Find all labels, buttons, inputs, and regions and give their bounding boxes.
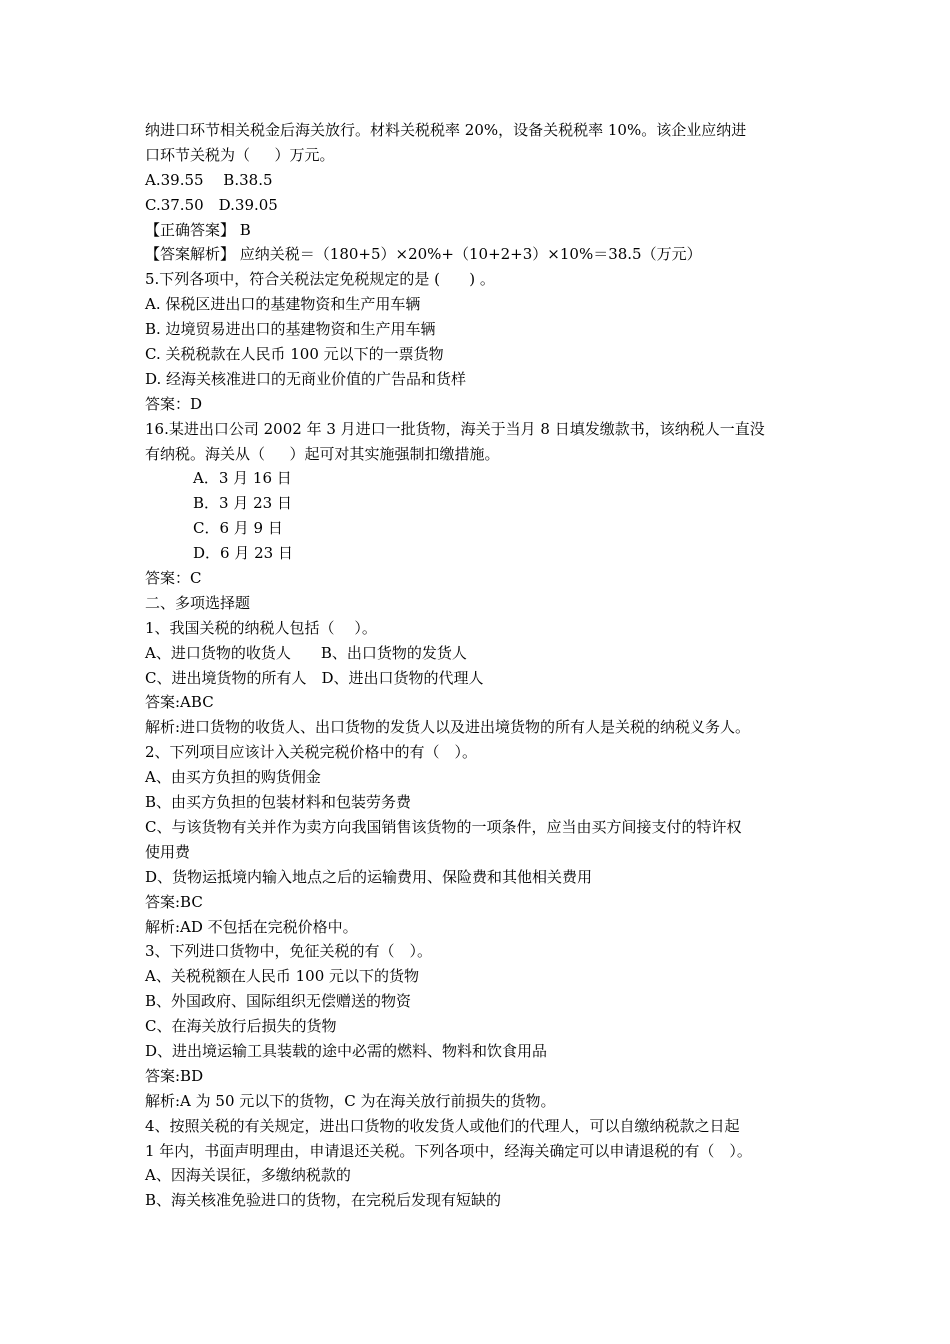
text-line: 2、下列项目应该计入关税完税价格中的有（ ）。 (145, 743, 478, 762)
text-line: A、因海关误征，多缴纳税款的 (145, 1166, 351, 1185)
text-line: B、海关核准免验进口的货物，在完税后发现有短缺的 (145, 1191, 502, 1210)
text-line: B、外国政府、国际组织无偿赠送的物资 (145, 992, 412, 1011)
text-line: 答案：D (145, 394, 203, 413)
text-line: C、与该货物有关并作为卖方向我国销售该货物的一项条件，应当由买方间接支付的特许权 (145, 817, 742, 836)
text-line: 答案:BC (145, 892, 203, 911)
text-line: 答案：C (145, 569, 202, 588)
text-line: 解析:AD 不包括在完税价格中。 (145, 917, 358, 936)
text-line: A．3 月 16 日 (193, 469, 292, 488)
text-line: D、进出境运输工具装载的途中必需的燃料、物料和饮食用品 (145, 1041, 548, 1060)
text-line: D. 经海关核准进口的无商业价值的广告品和货样 (145, 369, 467, 388)
text-line: A、关税税额在人民币 100 元以下的货物 (145, 967, 420, 986)
text-line: 1、我国关税的纳税人包括（ ）。 (145, 618, 377, 637)
text-line: A、进口货物的收货人 B、出口货物的发货人 (145, 643, 467, 662)
text-line: 【正确答案】 B (145, 220, 251, 239)
text-line: D．6 月 23 日 (193, 544, 293, 563)
text-line: B、由买方负担的包装材料和包装劳务费 (145, 793, 412, 812)
text-line: 4、按照关税的有关规定，进出口货物的收发货人或他们的代理人，可以自缴纳税款之日起 (145, 1116, 740, 1135)
text-line: C、在海关放行后损失的货物 (145, 1017, 337, 1036)
text-line: A、由买方负担的购货佣金 (145, 768, 321, 787)
text-line: 1 年内，书面声明理由，申请退还关税。下列各项中，经海关确定可以申请退税的有（ ）。 (145, 1141, 752, 1160)
text-line: B．3 月 23 日 (193, 494, 292, 513)
text-line: 【答案解析】 应纳关税＝（180+5）×20%+（10+2+3）×10%＝38.5（万元） (145, 245, 702, 264)
text-line: B. 边境贸易进出口的基建物资和生产用车辆 (145, 320, 436, 339)
text-line: D、货物运抵境内输入地点之后的运输费用、保险费和其他相关费用 (145, 867, 593, 886)
text-line: 口环节关税为（ ）万元。 (145, 145, 335, 164)
text-line: 解析:A 为 50 元以下的货物，C 为在海关放行前损失的货物。 (145, 1091, 556, 1110)
document-body (145, 118, 813, 1213)
text-line: 纳进口环节相关税金后海关放行。材料关税税率 20%，设备关税税率 10%。该企业应纳进 (145, 121, 747, 139)
text-line: C.37.50 D.39.05 (145, 195, 278, 214)
text-line: A. 保税区进出口的基建物资和生产用车辆 (145, 295, 421, 314)
text-line: 答案:ABC (145, 693, 214, 712)
text-line: 答案:BD (145, 1066, 204, 1085)
text-line: A.39.55 B.38.5 (145, 170, 273, 189)
text-line: 二、多项选择题 (145, 593, 251, 612)
text-line: 5.下列各项中，符合关税法定免税规定的是 ( ) 。 (145, 270, 495, 289)
text-line: 使用费 (145, 842, 191, 861)
text-line: 解析:进口货物的收货人、出口货物的发货人以及进出境货物的所有人是关税的纳税义务人。 (145, 718, 751, 737)
text-line: 16.某进出口公司 2002 年 3 月进口一批货物，海关于当月 8 日填发缴款书，该纳税人一直没 (145, 419, 765, 438)
text-line: C. 关税税款在人民币 100 元以下的一票货物 (145, 345, 444, 364)
text-line: C、进出境货物的所有人 D、进出口货物的代理人 (145, 668, 484, 687)
text-line: C．6 月 9 日 (193, 519, 283, 538)
text-line: 有纳税。海关从（ ）起可对其实施强制扣缴措施。 (145, 444, 500, 463)
text-line: 3、下列进口货物中，免征关税的有（ ）。 (145, 942, 433, 961)
